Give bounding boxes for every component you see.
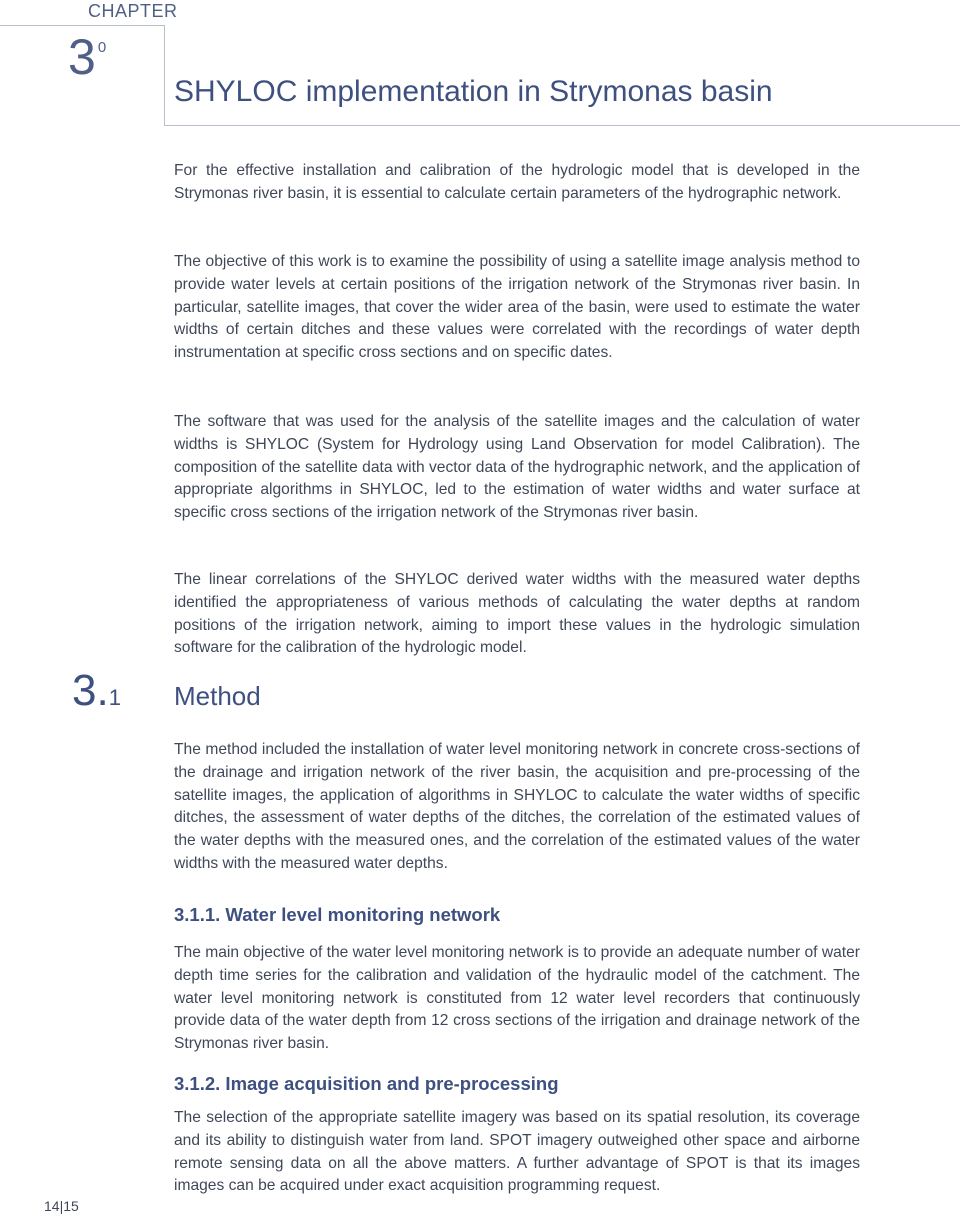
- chapter-label: CHAPTER: [88, 1, 178, 21]
- subsection-heading-image-acquisition: 3.1.2. Image acquisition and pre-processing: [174, 1073, 559, 1094]
- page-title: SHYLOC implementation in Strymonas basin: [174, 75, 773, 108]
- chapter-divider: [0, 25, 165, 26]
- title-divider: [164, 125, 960, 126]
- section-title: Method: [174, 681, 261, 711]
- chapter-number: [68, 29, 107, 85]
- method-paragraph: The method included the installation of water level monitoring network in concrete cross-sections of the drainage and irrigation network of the river basin, the acquisition and pre-processing of the satellite images, the application of algorithms in SHYLOC to calculate the water widths of specific ditches, the assessment of water depths of the ditches, the correlation of the estimated values of the water depths with the measured ones, and the correlation of the estimated values of the water widths with the measured water depths.: [174, 741, 860, 872]
- section-number-sub: 1: [108, 685, 121, 710]
- page-number: 14|15: [44, 1198, 79, 1214]
- intro-paragraph-4: The linear correlations of the SHYLOC derived water widths with the measured water depths identified the appropriateness of various methods of calculating the water depths at random positions of the irrigation network, aiming to import these values in the hydrologic simulation software for the calibration of the hydrologic model.: [174, 571, 860, 657]
- chapter-number-superscript: 0: [97, 39, 107, 56]
- vertical-divider: [164, 25, 165, 125]
- intro-paragraph-3: The software that was used for the analysis of the satellite images and the calculation of water widths is SHYLOC (System for Hydrology using Land Observation for model Calibration). The composition of the satellite data with vector data of the hydrographic network, and the application of appropriate algorithms in SHYLOC, led to the estimation of water widths and water surface at specific cross sections of the irrigation network of the Strymonas river basin.: [174, 413, 860, 522]
- chapter-number-main: 3: [68, 29, 96, 85]
- section-number-main: 3.: [72, 666, 109, 715]
- subsection-heading-water-level: 3.1.1. Water level monitoring network: [174, 904, 501, 925]
- water-level-paragraph: The main objective of the water level monitoring network is to provide an adequate number of water depth time series for the calibration and validation of the hydraulic model of the catchment. The water level monitoring network is constituted from 12 water level recorders that continuously provide data of the water depth from 12 cross sections of the irrigation and drainage network of the Strymonas river basin.: [174, 944, 860, 1053]
- intro-paragraph-2: The objective of this work is to examine the possibility of using a satellite image analysis method to provide water levels at certain positions of the irrigation network of the Strymonas river basin. In particular, satellite images, that cover the wider area of the basin, were used to estimate the water widths of certain ditches and these values were correlated with the recordings of water depth instrumentation at specific cross sections and on specific dates.: [174, 253, 860, 362]
- section-number: [72, 666, 121, 715]
- intro-paragraph-1: For the effective installation and calibration of the hydrologic model that is developed in the Strymonas river basin, it is essential to calculate certain parameters of the hydrographic network.: [174, 162, 860, 202]
- image-acquisition-paragraph: The selection of the appropriate satellite imagery was based on its spatial resolution, its coverage and its ability to distinguish water from land. SPOT imagery outweighed other space and airborne remote sensing data on all the above matters. A further advantage of SPOT is that its images images can be acquired under exact acquisition programming request.: [174, 1109, 860, 1195]
